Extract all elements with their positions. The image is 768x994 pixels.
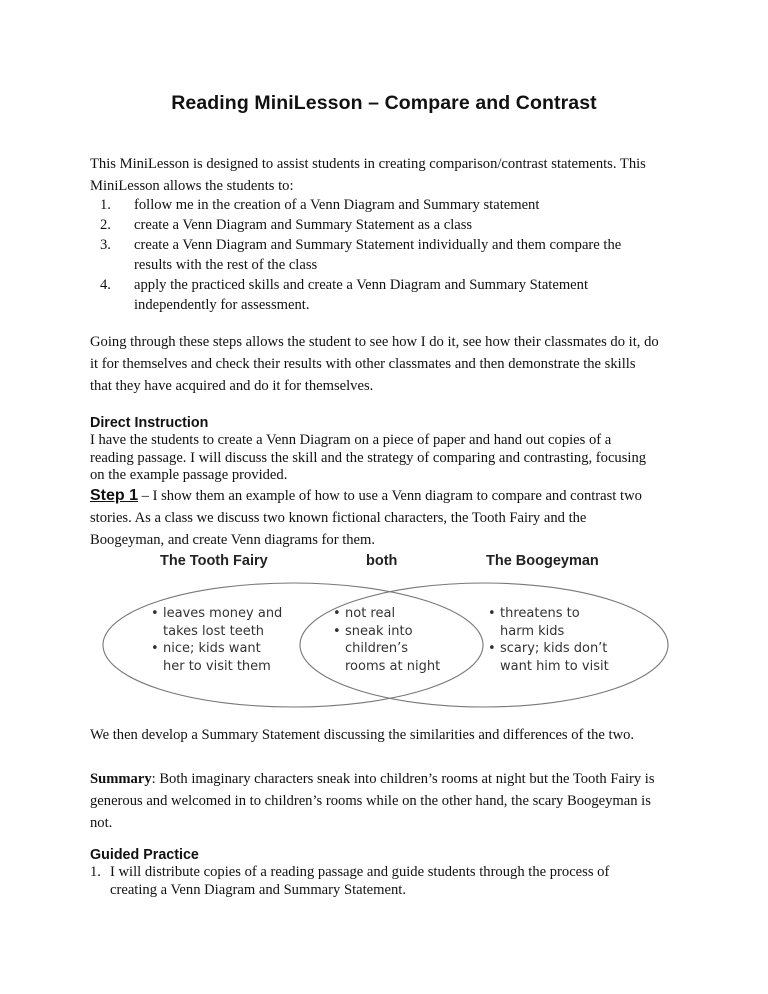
list-text: create a Venn Diagram and Summary Statement as a class bbox=[134, 217, 473, 233]
bullet-icon: • bbox=[488, 641, 496, 656]
list-text: apply the practiced skills and create a Venn Diagram and Summary Statement bbox=[134, 277, 589, 293]
list-number: 2. bbox=[100, 217, 111, 233]
list-item bbox=[90, 275, 690, 315]
venn-item-text: leaves money and bbox=[163, 606, 283, 621]
summary-paragraph bbox=[90, 768, 690, 834]
intro-paragraph bbox=[90, 153, 690, 315]
venn-item-text: harm kids bbox=[500, 623, 565, 639]
section-heading: Direct Instruction bbox=[90, 415, 209, 431]
section-heading: Guided Practice bbox=[90, 847, 199, 863]
list-text: create a Venn Diagram and Summary Statement individually and them compare the bbox=[134, 237, 622, 253]
paragraph-line: Going through these steps allows the student to see how I do it, see how their classmates do it, do bbox=[90, 334, 659, 350]
list-text: independently for assessment. bbox=[134, 297, 310, 313]
list-text: I will distribute copies of a reading passage and guide students through the process of bbox=[110, 864, 610, 880]
venn-right-items bbox=[488, 605, 609, 675]
paragraph-line: reading passage. I will discuss the skill and the strategy of comparing and contrasting, focusing bbox=[90, 449, 647, 466]
summary-intro: We then develop a Summary Statement discussing the similarities and differences of the two. bbox=[90, 727, 635, 743]
list-number: 1. bbox=[90, 864, 101, 880]
bullet-icon: • bbox=[333, 623, 341, 639]
steps-paragraph bbox=[90, 331, 690, 397]
list-number: 4. bbox=[100, 277, 111, 293]
bullet-icon: • bbox=[151, 606, 159, 621]
venn-item-text: threatens to bbox=[500, 606, 580, 621]
bullet-icon: • bbox=[151, 641, 159, 656]
direct-instruction-section bbox=[90, 414, 690, 551]
venn-middle-title: both bbox=[366, 553, 398, 569]
list-item bbox=[90, 864, 690, 899]
venn-item-text: takes lost teeth bbox=[163, 623, 265, 639]
list-number: 3. bbox=[100, 237, 111, 253]
paragraph-line: that they have acquired and do it for themselves. bbox=[90, 378, 374, 394]
venn-diagram bbox=[0, 545, 768, 715]
paragraph-line: Boogeyman, and create Venn diagrams for them. bbox=[90, 531, 376, 548]
venn-item-text: not real bbox=[345, 606, 396, 621]
bullet-icon: • bbox=[488, 606, 496, 621]
summary-label: Summary bbox=[90, 771, 152, 787]
summary-text: : Both imaginary characters sneak into children’s rooms at night but the Tooth Fairy is bbox=[151, 771, 655, 787]
paragraph-line: generous and welcomed in to children’s rooms while on the other hand, the scary Boogeyman is bbox=[90, 793, 651, 809]
intro-line: This MiniLesson is designed to assist students in creating comparison/contrast statements. This bbox=[90, 156, 646, 172]
venn-item-text: her to visit them bbox=[163, 658, 271, 674]
list-text: follow me in the creation of a Venn Diagram and Summary statement bbox=[134, 197, 540, 213]
venn-item-text: sneak into bbox=[345, 623, 413, 639]
venn-item-text: want him to visit bbox=[500, 658, 609, 674]
paragraph-line: on the example passage provided. bbox=[90, 467, 288, 483]
objectives-list bbox=[90, 195, 690, 315]
venn-middle-items bbox=[333, 605, 440, 675]
list-item bbox=[90, 215, 690, 235]
venn-left-items bbox=[151, 605, 282, 675]
bullet-icon: • bbox=[333, 606, 341, 621]
venn-left-title: The Tooth Fairy bbox=[160, 553, 268, 569]
list-text: creating a Venn Diagram and Summary Statement. bbox=[110, 881, 406, 898]
venn-item-text: scary; kids don’t bbox=[500, 641, 608, 656]
step-1-line bbox=[90, 485, 690, 507]
list-text: results with the rest of the class bbox=[134, 257, 318, 273]
guided-practice-section bbox=[90, 846, 690, 899]
paragraph-line: it for themselves and check their results with other classmates and then demonstrate the skills bbox=[90, 356, 636, 372]
intro-line: MiniLesson allows the students to: bbox=[90, 178, 294, 194]
venn-right-title: The Boogeyman bbox=[486, 553, 599, 569]
step-1-text: – I show them an example of how to use a Venn diagram to compare and contrast two bbox=[138, 487, 642, 504]
venn-item-text: rooms at night bbox=[345, 658, 441, 674]
venn-item-text: children’s bbox=[345, 641, 409, 656]
step-1-label: Step 1 bbox=[90, 486, 139, 504]
venn-item-text: nice; kids want bbox=[163, 641, 261, 656]
paragraph-line: not. bbox=[90, 815, 113, 831]
list-item bbox=[90, 195, 690, 215]
paragraph-line: stories. As a class we discuss two known fictional characters, the Tooth Fairy and the bbox=[90, 509, 587, 526]
list-number: 1. bbox=[100, 197, 111, 213]
paragraph-line: I have the students to create a Venn Diagram on a piece of paper and hand out copies of a bbox=[90, 432, 612, 448]
page-title: Reading MiniLesson – Compare and Contrast bbox=[171, 92, 597, 114]
list-item bbox=[90, 235, 690, 275]
